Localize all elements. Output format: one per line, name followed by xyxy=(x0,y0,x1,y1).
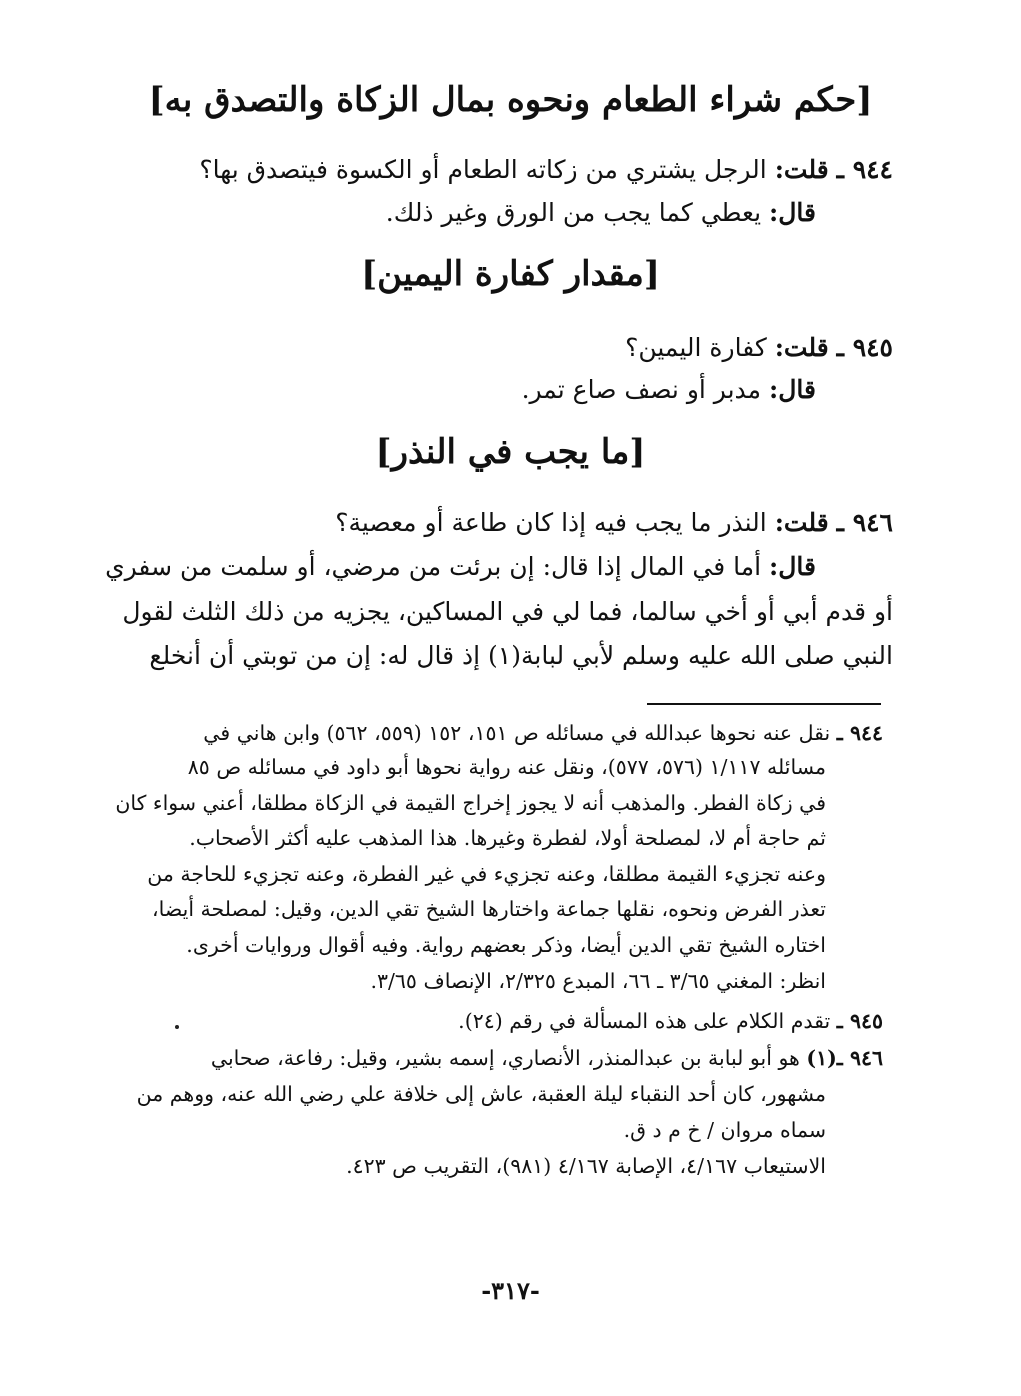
answer-label: قال: xyxy=(769,552,816,581)
footnote-944-line-1 xyxy=(203,718,883,748)
answer-946-line-3: النبي صلى الله عليه وسلم لأبي لبابة(١) إذ قال له: إن من توبتي أن أنخلع xyxy=(149,641,893,670)
footnote-946-line-4: الاستيعاب ٤/١٦٧، الإصابة ٤/١٦٧ (٩٨١)، التقريب ص ٤٢٣. xyxy=(346,1154,826,1178)
page-number: -٣١٧- xyxy=(481,1276,540,1305)
item-number: ٩٤٦ ـ xyxy=(836,508,893,537)
answer-944 xyxy=(386,195,816,231)
stray-mark xyxy=(175,1025,179,1029)
question-text: الرجل يشتري من زكاته الطعام أو الكسوة فيتصدق بها؟ xyxy=(199,155,767,184)
question-946 xyxy=(335,505,893,541)
question-text: النذر ما يجب فيه إذا كان طاعة أو معصية؟ xyxy=(335,508,767,537)
footnote-text: نقل عنه نحوها عبدالله في مسائله ص ١٥١، ١٥٢ (٥٥٩، ٥٦٢) وابن هاني في xyxy=(203,721,831,745)
footnote-number: ٩٤٤ ـ xyxy=(836,721,883,745)
footnote-text: تقدم الكلام على هذه المسألة في رقم (٢٤). xyxy=(458,1009,831,1033)
question-label: قلت: xyxy=(774,155,829,184)
item-number: ٩٤٤ ـ xyxy=(836,155,893,184)
question-label: قلت: xyxy=(774,508,829,537)
answer-text: يعطي كما يجب من الورق وغير ذلك. xyxy=(385,198,762,227)
footnote-944-line-3: في زكاة الفطر. والمذهب أنه لا يجوز إخراج القيمة في الزكاة مطلقا، أعني سواء كان xyxy=(115,791,826,815)
footnote-945 xyxy=(458,1006,883,1036)
footnote-number: ٩٤٦ ـ(١) xyxy=(806,1046,883,1070)
answer-946-line-2: أو قدم أبي أو أخي سالما، فما لي في المساكين، يجزيه من ذلك الثلث لقول xyxy=(122,597,893,626)
answer-text: مدبر أو نصف صاع تمر. xyxy=(521,375,762,404)
footnote-944-line-4: ثم حاجة أم لا، لمصلحة أولا، لفطرة وغيرها. هذا المذهب عليه أكثر الأصحاب. xyxy=(189,826,826,850)
footnote-944-line-7: اختاره الشيخ تقي الدين أيضا، وذكر بعضهم رواية. وفيه أقوال وروايات أخرى. xyxy=(186,933,826,957)
footnote-number: ٩٤٥ ـ xyxy=(836,1009,883,1033)
section-heading-zakat-food: [حكم شراء الطعام ونحوه بمال الزكاة والتصدق به] xyxy=(148,80,873,120)
question-944 xyxy=(199,152,893,188)
section-heading-oath-expiation: [مقدار كفارة اليمين] xyxy=(361,254,660,294)
answer-945 xyxy=(522,372,816,408)
footnote-944-line-2: مسائله ١/١١٧ (٥٧٦، ٥٧٧)، ونقل عنه رواية نحوها أبو داود في مسائله ص ٨٥ xyxy=(187,755,826,779)
item-number: ٩٤٥ ـ xyxy=(836,333,893,362)
question-text: كفارة اليمين؟ xyxy=(625,333,767,362)
footnote-944-line-5: وعنه تجزيء القيمة مطلقا، وعنه تجزيء في غير الفطرة، وعنه تجزيء للحاجة من xyxy=(147,862,826,886)
footnote-944-line-6: تعذر الفرض ونحوه، نقلها جماعة واختارها الشيخ تقي الدين، وقيل: لمصلحة أيضا، xyxy=(151,897,826,921)
answer-946-line-1 xyxy=(105,549,816,585)
section-heading-vow: [ما يجب في النذر] xyxy=(375,432,646,472)
footnote-946-line-2: مشهور، كان أحد النقباء ليلة العقبة، عاش إلى خلافة علي رضي الله عنه، ووهم من xyxy=(136,1082,826,1106)
footnote-946-line-1 xyxy=(211,1043,883,1073)
footnote-944-line-8: انظر: المغني ٣/٦٥ ـ ٦٦، المبدع ٢/٣٢٥، الإنصاف ٣/٦٥. xyxy=(370,969,826,993)
footnote-separator xyxy=(647,703,881,705)
answer-label: قال: xyxy=(769,198,816,227)
answer-label: قال: xyxy=(769,375,816,404)
footnote-text: هو أبو لبابة بن عبدالمنذر، الأنصاري، إسمه بشير، وقيل: رفاعة، صحابي xyxy=(210,1046,800,1070)
question-945 xyxy=(625,330,893,366)
answer-text: أما في المال إذا قال: إن برئت من مرضي، أو سلمت من سفري xyxy=(105,552,762,581)
question-label: قلت: xyxy=(774,333,829,362)
footnote-946-line-3: سماه مروان / خ م د ق. xyxy=(623,1118,826,1142)
